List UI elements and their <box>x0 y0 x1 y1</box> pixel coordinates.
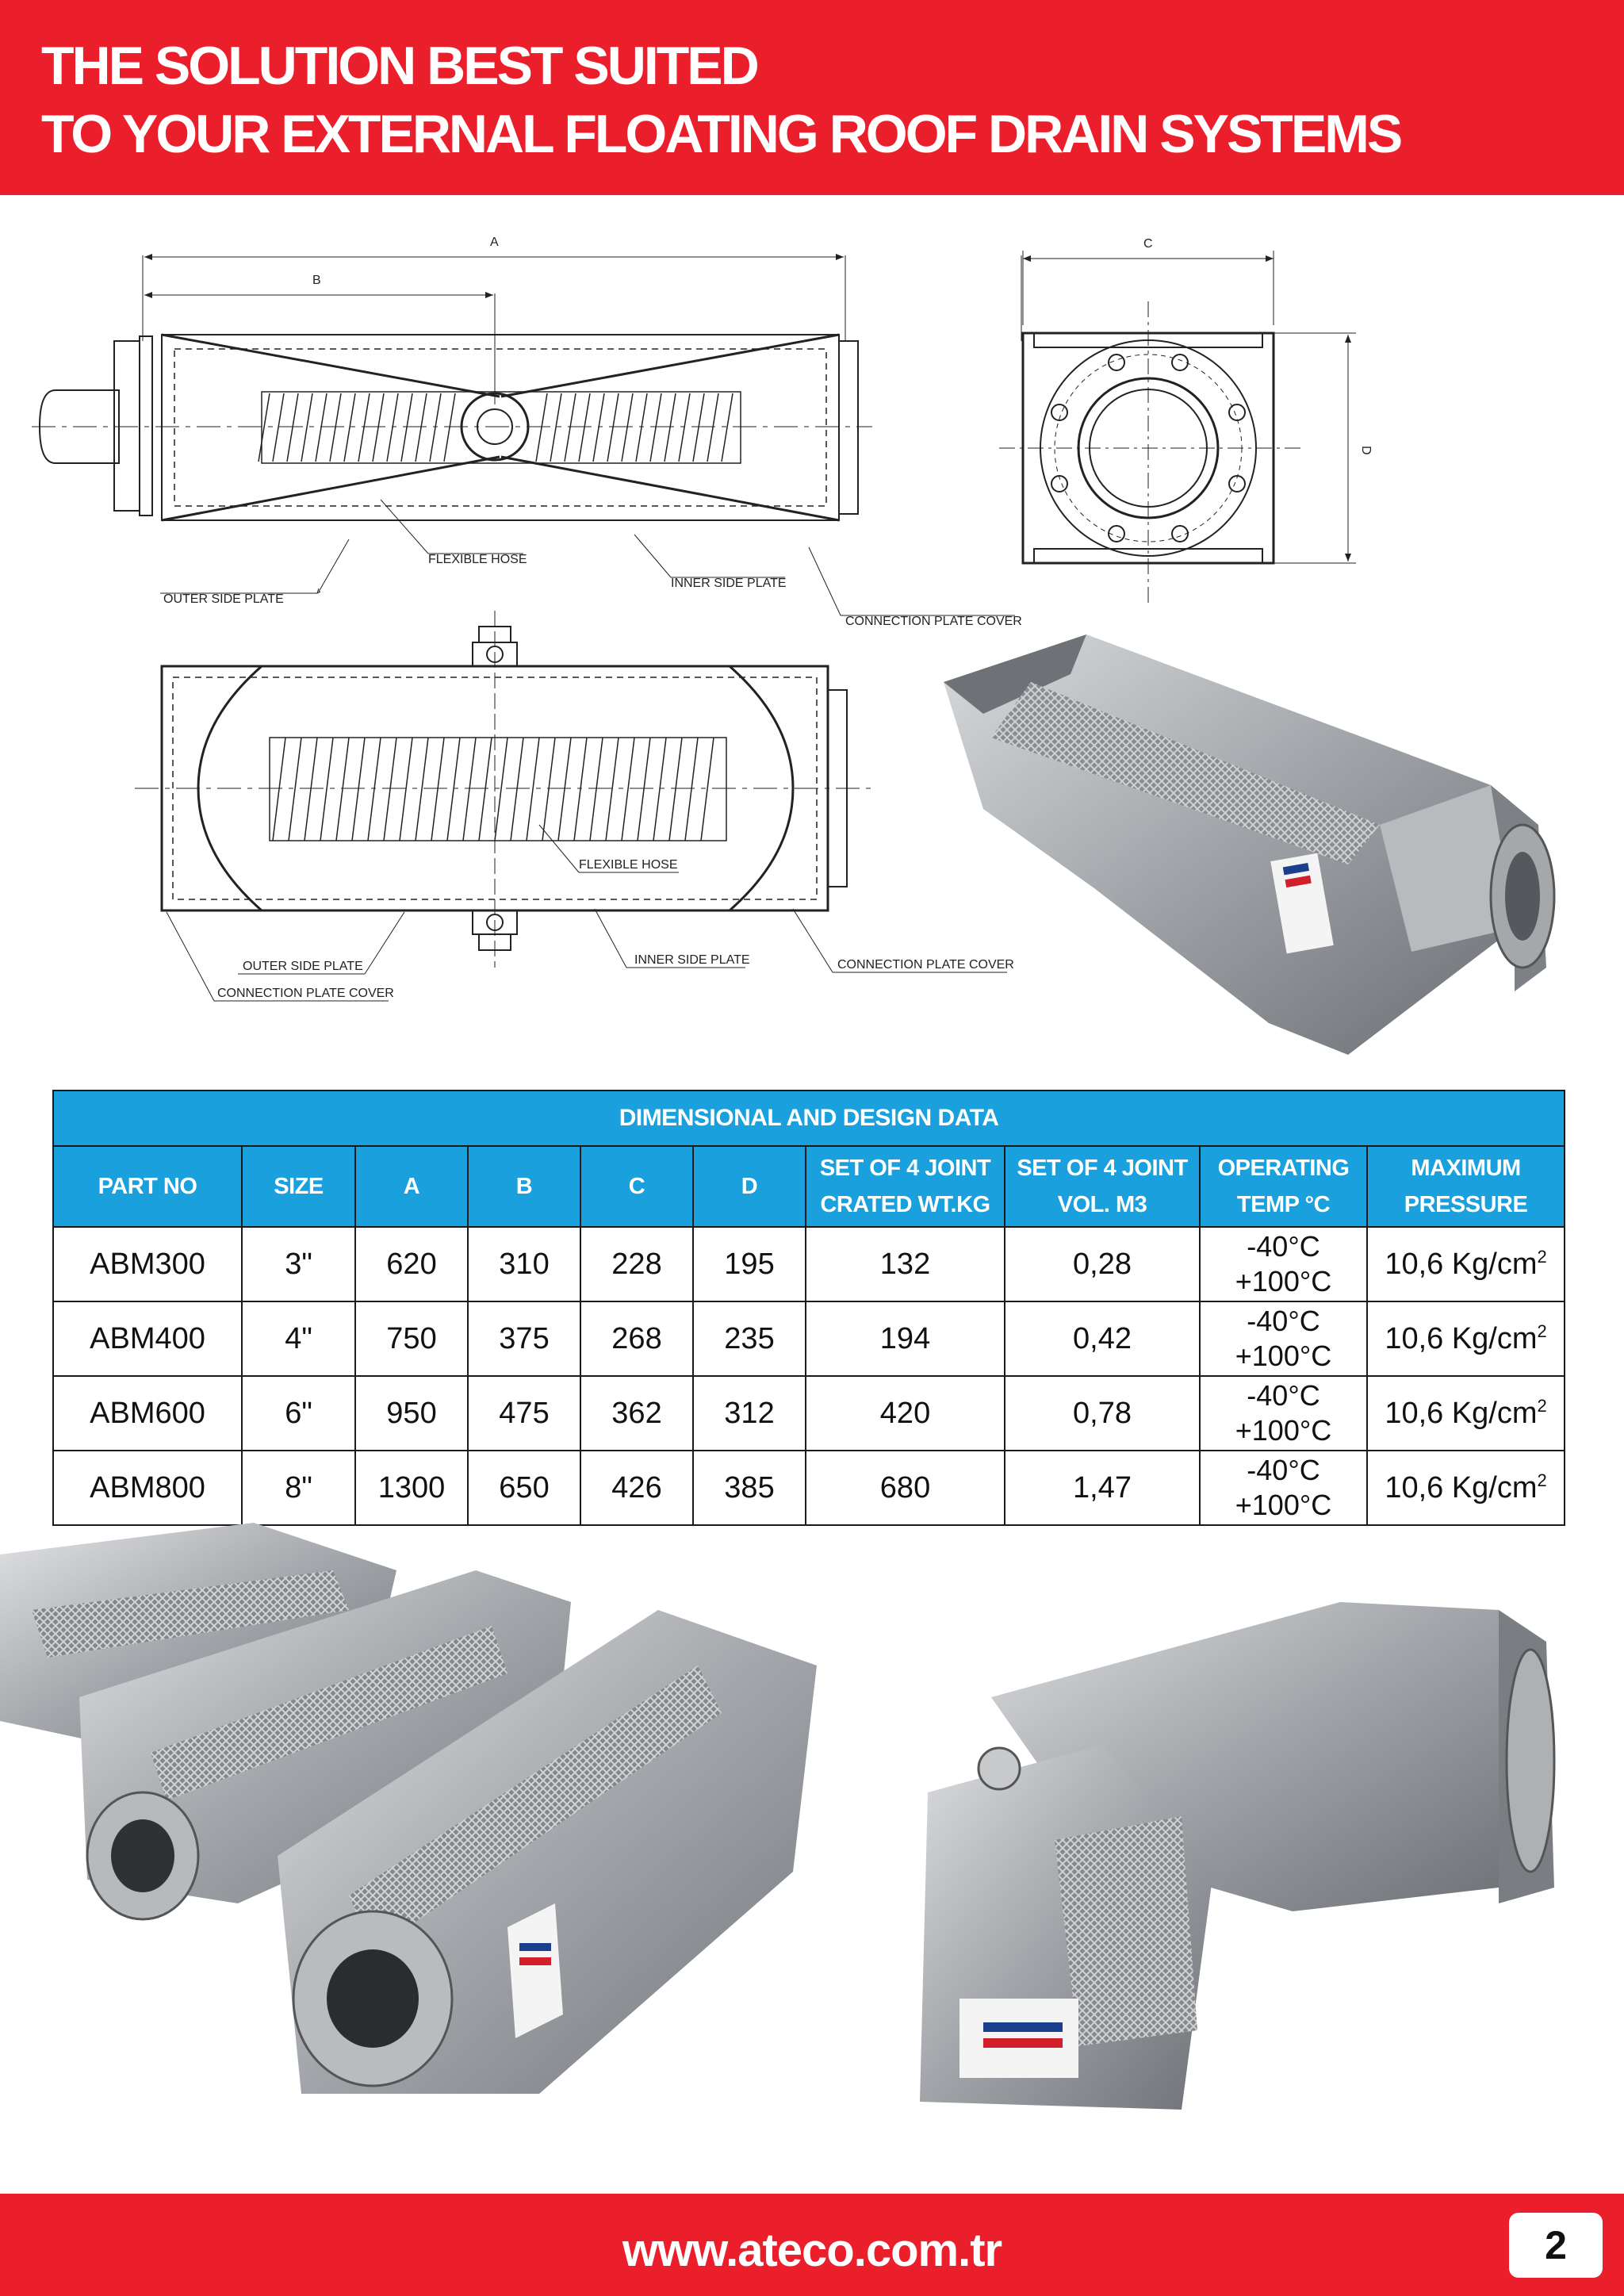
end-view-drawing <box>983 230 1396 611</box>
cell-a: 620 <box>355 1227 468 1301</box>
joints-photo-group <box>0 1523 825 2149</box>
label-inner-side-plate-top: INNER SIDE PLATE <box>671 577 787 590</box>
label-flexible-hose-top: FLEXIBLE HOSE <box>428 553 527 566</box>
cell-pressure: 10,6 $Kg/cm^2$ <box>1367 1227 1565 1301</box>
cell-weight: 420 <box>806 1376 1005 1451</box>
cell-size: 6" <box>242 1376 355 1451</box>
cell-d: 312 <box>693 1376 806 1451</box>
cell-d: 235 <box>693 1301 806 1376</box>
cell-weight: 194 <box>806 1301 1005 1376</box>
column-header: B <box>468 1146 580 1227</box>
label-inner-side-plate-bottom: INNER SIDE PLATE <box>634 953 750 967</box>
dimension-b-label: B <box>312 274 321 287</box>
joint-photo-top-right <box>936 627 1570 1071</box>
cell-volume: 1,47 <box>1005 1451 1200 1525</box>
cell-volume: 0,28 <box>1005 1227 1200 1301</box>
cell-c: 426 <box>580 1451 693 1525</box>
cell-d: 385 <box>693 1451 806 1525</box>
cell-b: 475 <box>468 1376 580 1451</box>
dimension-c-label: C <box>1143 237 1153 251</box>
column-header: C <box>580 1146 693 1227</box>
cell-pressure: 10,6 $Kg/cm^2$ <box>1367 1376 1565 1451</box>
joint-photo-bent <box>896 1554 1578 2149</box>
cell-weight: 132 <box>806 1227 1005 1301</box>
label-connection-plate-cover-top: CONNECTION PLATE COVER <box>845 615 1022 628</box>
cell-volume: 0,42 <box>1005 1301 1200 1376</box>
title-line-1: THE SOLUTION BEST SUITED <box>41 36 757 96</box>
column-header: MAXIMUM PRESSURE <box>1367 1146 1565 1227</box>
dimensional-data-table <box>52 1090 1565 1526</box>
column-header: SET OF 4 JOINT CRATED WT.KG <box>806 1146 1005 1227</box>
cell-temp: -40°C +100°C <box>1200 1227 1367 1301</box>
cell-part-no: ABM600 <box>53 1376 242 1451</box>
table-row <box>53 1227 1565 1301</box>
cell-c: 228 <box>580 1227 693 1301</box>
cell-d: 195 <box>693 1227 806 1301</box>
cell-pressure: 10,6 $Kg/cm^2$ <box>1367 1301 1565 1376</box>
dimension-a-label: A <box>490 236 499 249</box>
cell-size: 8" <box>242 1451 355 1525</box>
column-header: OPERATING TEMP °C <box>1200 1146 1367 1227</box>
table-row <box>53 1376 1565 1451</box>
cell-c: 362 <box>580 1376 693 1451</box>
technical-drawings <box>32 214 1031 1015</box>
table-row <box>53 1451 1565 1525</box>
dimension-d-label: D <box>1359 446 1373 455</box>
label-connection-plate-cover-bottom-right: CONNECTION PLATE COVER <box>837 958 1014 972</box>
table-caption: DIMENSIONAL AND DESIGN DATA <box>53 1091 1565 1146</box>
cell-a: 750 <box>355 1301 468 1376</box>
cell-a: 1300 <box>355 1451 468 1525</box>
cell-volume: 0,78 <box>1005 1376 1200 1451</box>
cell-a: 950 <box>355 1376 468 1451</box>
column-header: SET OF 4 JOINT VOL. M3 <box>1005 1146 1200 1227</box>
cell-part-no: ABM400 <box>53 1301 242 1376</box>
footer-banner <box>0 2194 1624 2296</box>
column-header: A <box>355 1146 468 1227</box>
cell-part-no: ABM300 <box>53 1227 242 1301</box>
cell-pressure: 10,6 $Kg/cm^2$ <box>1367 1451 1565 1525</box>
page-number: 2 <box>1509 2213 1603 2278</box>
cell-part-no: ABM800 <box>53 1451 242 1525</box>
cell-size: 4" <box>242 1301 355 1376</box>
title-line-2: TO YOUR EXTERNAL FLOATING ROOF DRAIN SYSTEMS <box>41 104 1401 164</box>
label-outer-side-plate-bottom: OUTER SIDE PLATE <box>243 960 363 973</box>
dimensional-data-table-wrap <box>52 1090 1564 1526</box>
label-connection-plate-cover-bottom-left: CONNECTION PLATE COVER <box>217 987 394 1000</box>
cell-temp: -40°C +100°C <box>1200 1451 1367 1525</box>
cell-b: 650 <box>468 1451 580 1525</box>
cell-temp: -40°C +100°C <box>1200 1376 1367 1451</box>
cell-c: 268 <box>580 1301 693 1376</box>
cell-temp: -40°C +100°C <box>1200 1301 1367 1376</box>
column-header: D <box>693 1146 806 1227</box>
header-banner <box>0 0 1624 195</box>
column-header: PART NO <box>53 1146 242 1227</box>
column-header: SIZE <box>242 1146 355 1227</box>
table-row <box>53 1301 1565 1376</box>
table-header-row <box>53 1146 1565 1227</box>
page-title <box>41 32 1400 168</box>
label-flexible-hose-bottom: FLEXIBLE HOSE <box>579 858 678 872</box>
cell-size: 3" <box>242 1227 355 1301</box>
cell-b: 310 <box>468 1227 580 1301</box>
website-url[interactable]: www.ateco.com.tr <box>622 2225 1002 2276</box>
cell-weight: 680 <box>806 1451 1005 1525</box>
label-outer-side-plate-top: OUTER SIDE PLATE <box>163 592 284 606</box>
cell-b: 375 <box>468 1301 580 1376</box>
